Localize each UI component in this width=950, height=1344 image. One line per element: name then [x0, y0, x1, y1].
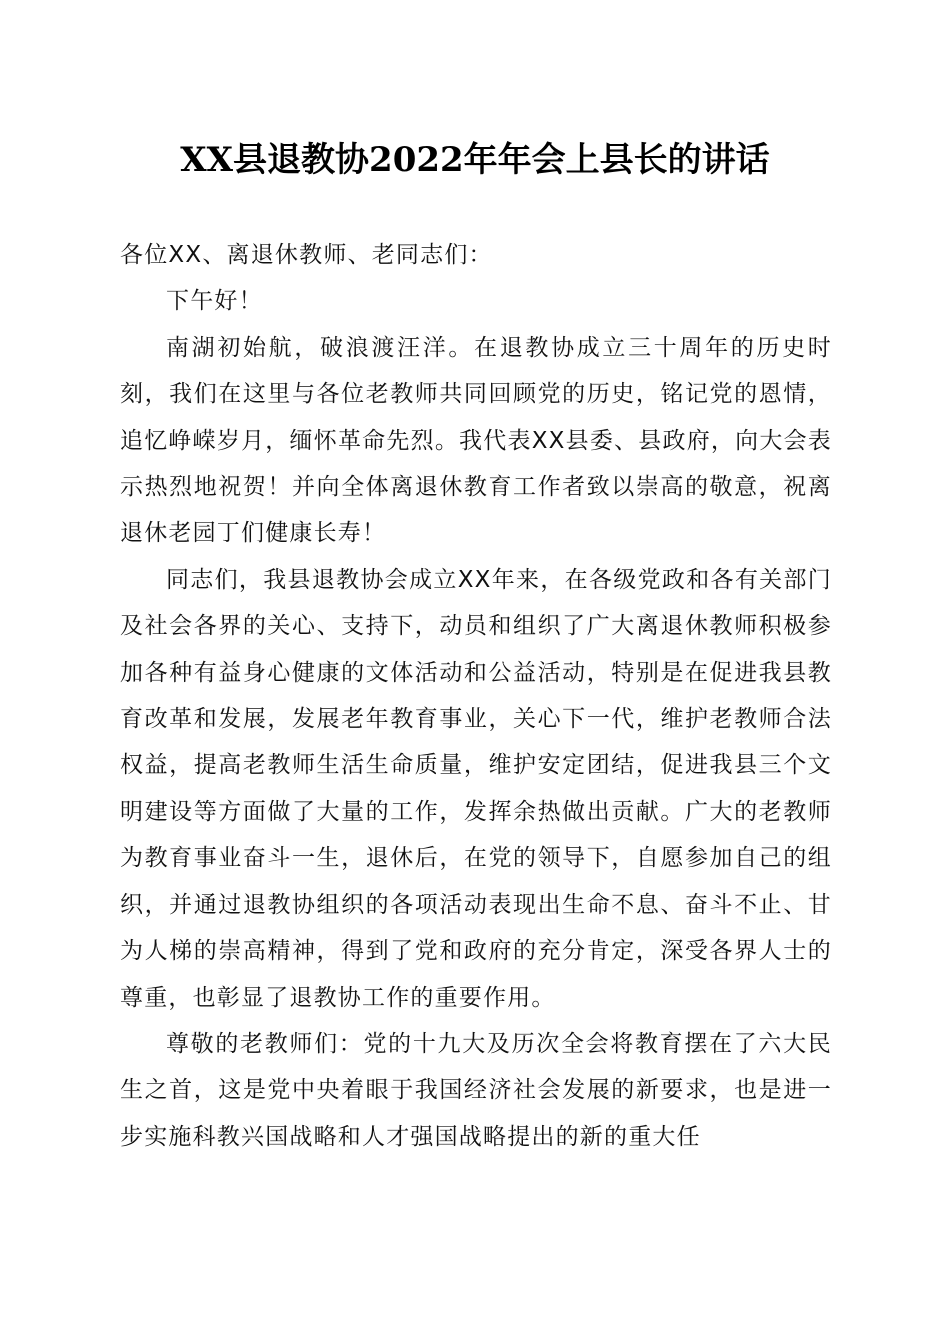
greeting: 下午好！: [166, 288, 263, 315]
document-body: [120, 232, 832, 1160]
paragraph-3: 尊敬的老教师们：党的十九大及历次全会将教育摆在了六大民生之首，这是党中央着眼于我国经济社会发展的新要求，也是进一步实施科教兴国战略和人才强国战略提出的新的重大任: [120, 1030, 832, 1150]
paragraph-1: 南湖初始航，破浪渡汪洋。在退教协成立三十周年的历史时刻，我们在这里与各位老教师共同回顾党的历史，铭记党的恩情，追忆峥嵘岁月，缅怀革命先烈。我代表XX县委、县政府，向大会表示热烈地祝贺！并向全体离退休教育工作者致以崇高的敬意，祝离退休老园丁们健康长寿！: [120, 334, 832, 547]
salutation: 各位XX、离退休教师、老同志们：: [120, 242, 493, 268]
paragraph-2: 同志们，我县退教协会成立XX年来，在各级党政和各有关部门及社会各界的关心、支持下，动员和组织了广大离退休教师积极参加各种有益身心健康的文体活动和公益活动，特别是在促进我县教育改革和发展，发展老年教育事业，关心下一代，维护老教师合法权益，提高老教师生活生命质量，维护安定团结，促进我县三个文明建设等方面做了大量的工作，发挥余热做出贡献。广大的老教师为教育事业奋斗一生，退休后，在党的领导下，自愿参加自己的组织，并通过退教协组织的各项活动表现出生命不息、奋斗不止、甘为人梯的崇高精神，得到了党和政府的充分肯定，深受各界人士的尊重，也彰显了退教协工作的重要作用。: [120, 566, 832, 1011]
document-title: XX县退教协2022年年会上县长的讲话: [180, 140, 770, 180]
